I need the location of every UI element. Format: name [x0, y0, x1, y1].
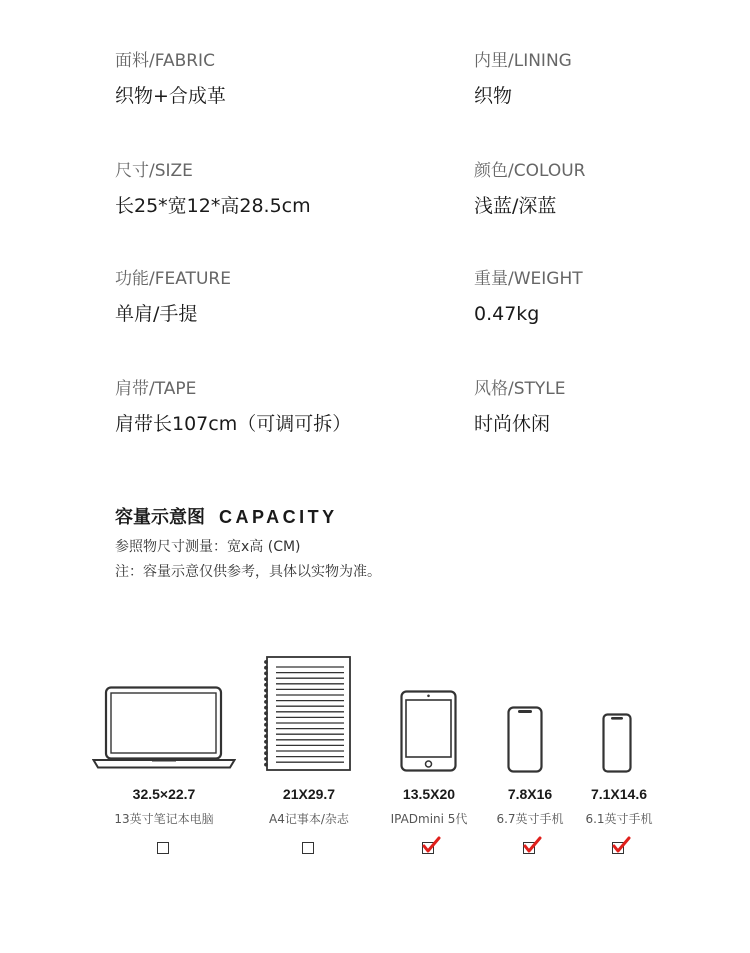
check-mark-icon [610, 836, 632, 856]
spec-label: 重量/WEIGHT [474, 269, 583, 289]
item-dimensions: 7.8X16 [507, 786, 553, 802]
spiral-ring [264, 700, 268, 704]
spec-value: 单肩/手提 [115, 303, 198, 325]
item-dimensions: 13.5X20 [402, 786, 456, 802]
fit-checkbox [300, 839, 318, 857]
spec-label: 颜色/COLOUR [474, 161, 586, 181]
spiral-ring [264, 711, 268, 715]
spiral-ring [264, 683, 268, 687]
spec-value: 织物+合成革 [115, 85, 226, 107]
capacity-item-phone-61 [559, 786, 679, 857]
spec-label: 尺寸/SIZE [115, 161, 193, 181]
capacity-title-en: CAPACITY [219, 507, 338, 527]
item-name: 6.7英寸手机 [496, 812, 564, 826]
spec-label: 肩带/TAPE [115, 379, 197, 399]
spiral-ring [264, 689, 268, 693]
spiral-ring [264, 672, 268, 676]
item-name: IPADmini 5代 [390, 812, 468, 826]
item-name: 6.1英寸手机 [585, 812, 653, 826]
capacity-title-cn: 容量示意图 [115, 507, 205, 528]
spec-feature [115, 268, 231, 326]
check-mark-icon [420, 836, 442, 856]
spiral-ring [264, 729, 268, 733]
spiral-ring [264, 723, 268, 727]
checkbox-box [302, 842, 314, 854]
spec-tape [115, 378, 351, 436]
spiral-ring [264, 763, 268, 767]
laptop-icon [92, 686, 236, 770]
spiral-ring [264, 717, 268, 721]
spec-style [474, 378, 566, 436]
spiral-ring [264, 734, 268, 738]
spec-value: 肩带长107cm（可调可拆） [115, 413, 352, 435]
spec-fabric [115, 50, 226, 108]
phone-icon [602, 713, 632, 773]
spec-size [115, 160, 311, 218]
spiral-ring [264, 666, 268, 670]
checkbox-box [157, 842, 169, 854]
spiral-ring [264, 694, 268, 698]
spiral-ring [264, 677, 268, 681]
item-name: 13英寸笔记本电脑 [114, 812, 214, 826]
spiral-ring [264, 660, 268, 664]
spec-value: 长25*宽12*高28.5cm [115, 195, 311, 217]
spec-value: 时尚休闲 [474, 413, 551, 435]
spec-label: 面料/FABRIC [115, 51, 215, 71]
capacity-note-measure: 参照物尺寸测量：宽x高 (CM) [115, 539, 301, 555]
spec-value: 浅蓝/深蓝 [474, 195, 557, 217]
spec-lining [474, 50, 572, 108]
fit-checkbox [521, 839, 539, 857]
spec-weight [474, 268, 583, 326]
spec-label: 风格/STYLE [474, 379, 566, 399]
spec-value: 0.47kg [474, 303, 540, 325]
spec-value: 织物 [474, 85, 513, 107]
fit-checkbox [420, 839, 438, 857]
capacity-note-disclaimer: 注：容量示意仅供参考，具体以实物为准。 [115, 564, 381, 580]
capacity-item-notebook [249, 786, 369, 857]
capacity-title [115, 503, 338, 529]
tablet-icon [400, 690, 457, 772]
spiral-ring [264, 746, 268, 750]
spiral-ring [264, 751, 268, 755]
spiral-ring [264, 757, 268, 761]
spiral-ring [264, 740, 268, 744]
fit-checkbox [155, 839, 173, 857]
item-dimensions: 21X29.7 [282, 786, 336, 802]
check-mark-icon [521, 836, 543, 856]
spec-label: 内里/LINING [474, 51, 572, 71]
item-name: A4记事本/杂志 [269, 812, 349, 826]
item-dimensions: 7.1X14.6 [590, 786, 648, 802]
spec-colour [474, 160, 585, 218]
phone-icon [507, 706, 543, 773]
capacity-item-laptop [104, 786, 224, 857]
item-dimensions: 32.5×22.7 [132, 786, 196, 802]
fit-checkbox [610, 839, 628, 857]
spiral-ring [264, 706, 268, 710]
notebook-icon [262, 656, 352, 772]
spec-label: 功能/FEATURE [115, 269, 231, 289]
